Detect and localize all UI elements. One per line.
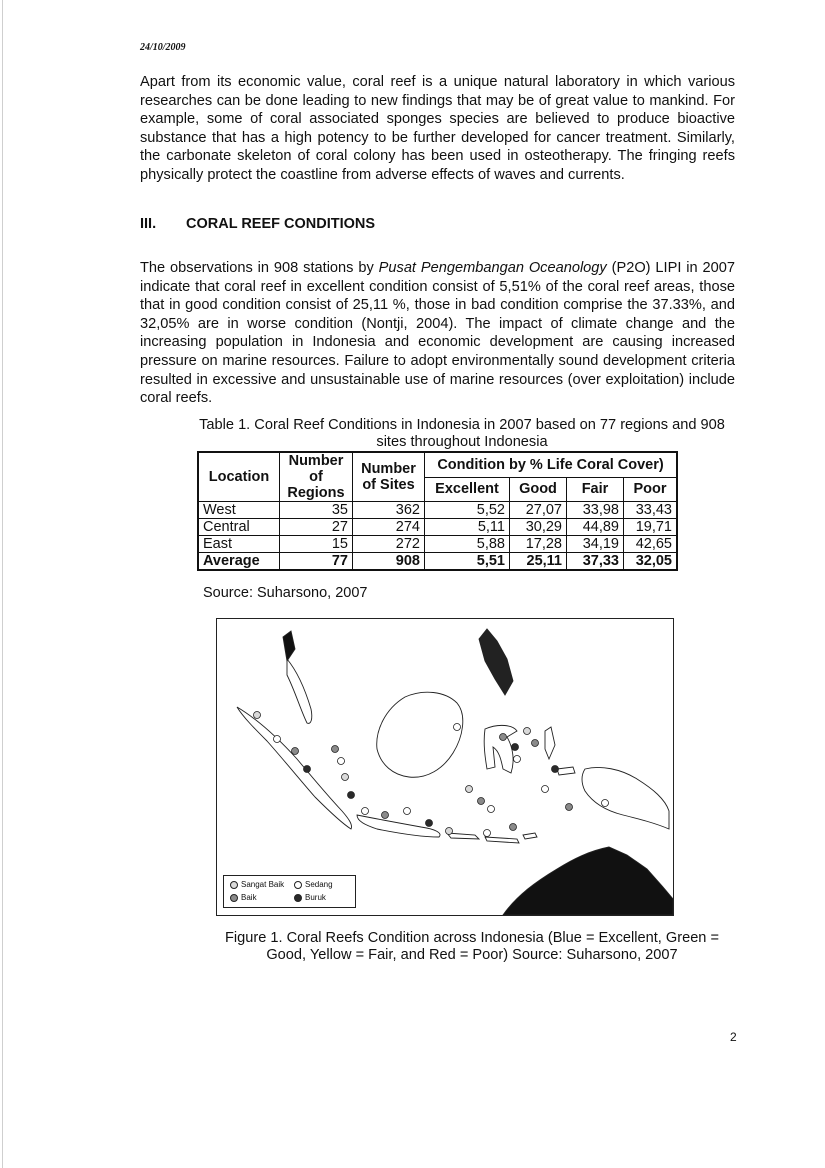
cell-poor: 33,43 xyxy=(624,502,678,519)
cell-excellent: 5,88 xyxy=(425,536,510,553)
page-number: 2 xyxy=(730,1030,737,1044)
header-sites: Number of Sites xyxy=(353,452,425,502)
paragraph-economic-value: Apart from its economic value, coral reef is a unique natural laboratory in which various researches can be done leading to new findings that may be of great value to mankind. For example, some of coral associated sponges species are believed to produce bioactive substance that has a high potency to be further developed for cancer treatment. Similarly, the carbonate skeleton of coral colony has been used in osteotherapy. The fringing reefs physically protect the coastline from adverse effects of waves and currents. xyxy=(140,74,735,183)
indonesia-map xyxy=(216,618,674,916)
header-excellent: Excellent xyxy=(425,477,510,501)
cell-location: East xyxy=(198,536,280,553)
legend-label: Buruk xyxy=(305,893,326,902)
legend-dot-icon xyxy=(294,881,302,889)
section-title: CORAL REEF CONDITIONS xyxy=(186,216,376,232)
legend-label: Baik xyxy=(241,893,257,902)
cell-good: 27,07 xyxy=(510,502,567,519)
cell-location: Average xyxy=(198,553,280,571)
header-fair: Fair xyxy=(567,477,624,501)
cell-good: 30,29 xyxy=(510,519,567,536)
cell-fair: 33,98 xyxy=(567,502,624,519)
cell-poor: 42,65 xyxy=(624,536,678,553)
table-row xyxy=(198,536,677,553)
legend-dot-icon xyxy=(230,881,238,889)
cell-poor: 32,05 xyxy=(624,553,678,571)
legend-label: Sedang xyxy=(305,880,333,889)
figure-caption xyxy=(198,930,746,964)
figure-caption-line1: Figure 1. Coral Reefs Condition across Indonesia (Blue = Excellent, Green = xyxy=(224,930,719,946)
cell-location: Central xyxy=(198,519,280,536)
paragraph-conditions xyxy=(140,259,735,408)
header-poor: Poor xyxy=(624,477,678,501)
map-legend xyxy=(223,875,356,908)
cell-fair: 34,19 xyxy=(567,536,624,553)
legend-dot-icon xyxy=(230,894,238,902)
cell-poor: 19,71 xyxy=(624,519,678,536)
legend-item-sangat-baik xyxy=(230,880,284,889)
cell-excellent: 5,11 xyxy=(425,519,510,536)
scan-edge-line xyxy=(2,0,3,1168)
table-row xyxy=(198,519,677,536)
table-caption: Table 1. Coral Reef Conditions in Indonesia in 2007 based on 77 regions and 908 sites throughout Indonesia xyxy=(199,417,725,450)
cell-excellent: 5,51 xyxy=(425,553,510,571)
cell-good: 25,11 xyxy=(510,553,567,571)
cell-fair: 37,33 xyxy=(567,553,624,571)
legend-item-buruk xyxy=(294,893,326,902)
header-date: 24/10/2009 xyxy=(140,42,186,53)
legend-dot-icon xyxy=(294,894,302,902)
paragraph-conditions-rest: (P2O) LIPI in 2007 indicate that coral reef in excellent condition consist of 5,51% of the coral reef areas, those that in good condition consist of 25,11 %, those in bad condition comprise the 37.33%, and 32,05% are in worse condition (Nontji, 2004). The impact of climate change and the increasing population in Indonesia and economic development are causing increased pressure on marine resources. Failure to adopt environmentally sound development criteria resulted in excessive and unsustainable use of marine resources (over exploitation) include coral reefs. xyxy=(140,260,735,407)
cell-regions: 77 xyxy=(280,553,353,571)
legend-item-sedang xyxy=(294,880,333,889)
header-regions: Number of Regions xyxy=(280,452,353,502)
cell-regions: 15 xyxy=(280,536,353,553)
paragraph-conditions-start: The observations in 908 stations by xyxy=(140,260,379,276)
cell-fair: 44,89 xyxy=(567,519,624,536)
cell-sites: 272 xyxy=(353,536,425,553)
section-number: III. xyxy=(140,216,157,232)
coral-conditions-table xyxy=(197,451,678,571)
table-row-average xyxy=(198,553,677,571)
table-source: Source: Suharsono, 2007 xyxy=(203,585,368,601)
cell-sites: 908 xyxy=(353,553,425,571)
cell-regions: 27 xyxy=(280,519,353,536)
cell-sites: 274 xyxy=(353,519,425,536)
map-graphic xyxy=(217,619,673,915)
header-location: Location xyxy=(198,452,280,502)
cell-regions: 35 xyxy=(280,502,353,519)
header-good: Good xyxy=(510,477,567,501)
table-row xyxy=(198,502,677,519)
cell-sites: 362 xyxy=(353,502,425,519)
legend-item-baik xyxy=(230,893,257,902)
cell-location: West xyxy=(198,502,280,519)
header-condition: Condition by % Life Coral Cover) xyxy=(425,452,678,477)
cell-good: 17,28 xyxy=(510,536,567,553)
section-heading xyxy=(140,216,375,232)
institution-name: Pusat Pengembangan Oceanology xyxy=(378,260,607,276)
cell-excellent: 5,52 xyxy=(425,502,510,519)
legend-label: Sangat Baik xyxy=(241,880,285,889)
figure-caption-line2: Good, Yellow = Fair, and Red = Poor) Source: Suharsono, 2007 xyxy=(266,947,678,963)
